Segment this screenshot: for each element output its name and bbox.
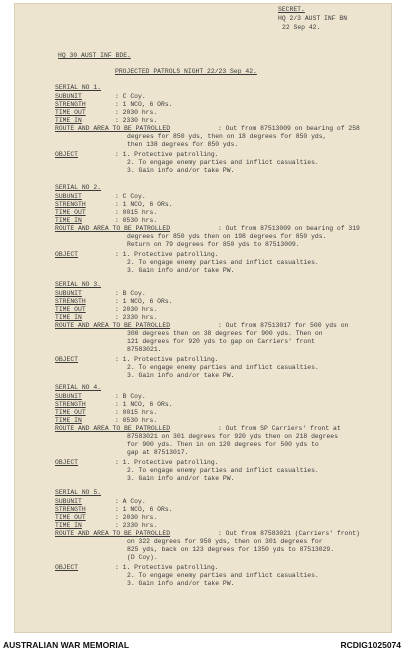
object-line: 2. To engage enemy parties and inflict casualties. <box>127 364 319 371</box>
time-in-label: TIME IN <box>55 117 82 124</box>
route-line: 825 yds, back on 123 degrees for 1350 yds to 87513029. <box>127 546 335 553</box>
route-line: Return on 79 degrees for 850 yds to 87513009. <box>127 241 300 248</box>
route-line: : Out from 87513009 on bearing of 319 <box>218 225 360 232</box>
subunit-label: SUBUNIT <box>55 498 82 505</box>
footer-record-id: RCDIG1025074 <box>340 640 401 650</box>
route-line: : Out from 87513017 for 500 yds on <box>218 322 349 329</box>
time-out-value: : 0015 hrs. <box>115 409 158 416</box>
route-line: : Out from 87513009 on bearing of 258 <box>218 125 360 132</box>
time-out-value: : 2030 hrs. <box>115 306 158 313</box>
object-label: OBJECT <box>55 251 79 258</box>
object-line: 2. To engage enemy parties and inflict casualties. <box>127 572 319 579</box>
route-label: ROUTE AND AREA TO BE PATROLLED <box>55 425 171 432</box>
route-line: : Out from SP Carriers' front at <box>218 425 341 432</box>
object-line: 3. Gain info and/or take PW. <box>127 167 235 174</box>
time-out-label: TIME OUT <box>55 209 86 216</box>
strength-label: STRENGTH <box>55 101 86 108</box>
route-line: : Out from 87583021 (Carriers' front) <box>218 530 360 537</box>
document-title: PROJECTED PATROLS NIGHT 22/23 Sep 42. <box>115 68 257 75</box>
time-out-label: TIME OUT <box>55 306 86 313</box>
subunit-value: : B Coy. <box>115 290 146 297</box>
route-line: then 138 degrees for 850 yds. <box>127 141 239 148</box>
object-line: : 1. Protective patrolling. <box>115 459 219 466</box>
time-out-label: TIME OUT <box>55 409 86 416</box>
object-label: OBJECT <box>55 459 79 466</box>
object-line: : 1. Protective patrolling. <box>115 356 219 363</box>
subunit-label: SUBUNIT <box>55 93 82 100</box>
route-line: 87583021. <box>127 346 162 353</box>
time-in-value: : 0530 hrs. <box>115 217 158 224</box>
object-line: 3. Gain info and/or take PW. <box>127 580 235 587</box>
strength-value: : 1 NCO, 6 ORs. <box>115 506 173 513</box>
strength-label: STRENGTH <box>55 201 86 208</box>
serial-number: SERIAL NO 1. <box>55 84 102 91</box>
object-label: OBJECT <box>55 564 79 571</box>
serial-number: SERIAL NO 4. <box>55 384 102 391</box>
subunit-label: SUBUNIT <box>55 290 82 297</box>
object-line: : 1. Protective patrolling. <box>115 251 219 258</box>
secret-stamp: SECRET. <box>278 6 305 13</box>
unit-heading: HQ 30 AUST INF BDE. <box>58 52 131 59</box>
time-in-value: : 2330 hrs. <box>115 314 158 321</box>
object-label: OBJECT <box>55 151 79 158</box>
object-label: OBJECT <box>55 356 79 363</box>
footer-archive: AUSTRALIAN WAR MEMORIAL <box>3 640 130 650</box>
object-line: 3. Gain info and/or take PW. <box>127 267 235 274</box>
route-line: 121 degrees for 920 yds to gap on Carriers' front <box>127 338 315 345</box>
serial-number: SERIAL NO 5. <box>55 489 102 496</box>
object-line: : 1. Protective patrolling. <box>115 151 219 158</box>
route-line: 300 degrees then on 38 degrees for 900 yds. Then on <box>127 330 323 337</box>
strength-value: : 1 NCO, 6 ORs. <box>115 298 173 305</box>
subunit-value: : A Coy. <box>115 498 146 505</box>
time-out-value: : 2030 hrs. <box>115 109 158 116</box>
strength-label: STRENGTH <box>55 401 86 408</box>
route-line: degrees for 850 yds then on 198 degrees for 850 yds. <box>127 233 327 240</box>
route-line: for 900 yds. Then in on 120 degrees for 500 yds to <box>127 441 319 448</box>
route-line: on 322 degrees for 950 yds, then on 301 degrees for <box>127 538 323 545</box>
time-out-value: : 0015 hrs. <box>115 209 158 216</box>
subunit-label: SUBUNIT <box>55 193 82 200</box>
route-label: ROUTE AND AREA TO BE PATROLLED <box>55 322 171 329</box>
object-line: 3. Gain info and/or take PW. <box>127 372 235 379</box>
header-hq: HQ 2/3 AUST INF BN <box>278 15 348 22</box>
object-line: 2. To engage enemy parties and inflict casualties. <box>127 159 319 166</box>
route-line: degrees for 850 yds, then on 18 degrees for 850 yds, <box>127 133 327 140</box>
time-out-label: TIME OUT <box>55 514 86 521</box>
header-date: 22 Sep 42. <box>282 24 321 31</box>
subunit-value: : C Coy. <box>115 193 146 200</box>
time-in-value: : 0530 hrs. <box>115 417 158 424</box>
route-label: ROUTE AND AREA TO BE PATROLLED <box>55 225 171 232</box>
subunit-value: : B Coy. <box>115 393 146 400</box>
object-line: 2. To engage enemy parties and inflict casualties. <box>127 467 319 474</box>
route-label: ROUTE AND AREA TO BE PATROLLED <box>55 530 171 537</box>
time-out-label: TIME OUT <box>55 109 86 116</box>
route-line: 87583021 on 301 degrees for 920 yds then on 218 degrees <box>127 433 338 440</box>
strength-value: : 1 NCO, 6 ORs. <box>115 101 173 108</box>
strength-value: : 1 NCO, 6 ORs. <box>115 401 173 408</box>
strength-label: STRENGTH <box>55 298 86 305</box>
route-label: ROUTE AND AREA TO BE PATROLLED <box>55 125 171 132</box>
time-in-value: : 2330 hrs. <box>115 522 158 529</box>
subunit-value: : C Coy. <box>115 93 146 100</box>
serial-number: SERIAL NO 3. <box>55 281 102 288</box>
route-line: gap at 87513017. <box>127 449 189 456</box>
object-line: 2. To engage enemy parties and inflict casualties. <box>127 259 319 266</box>
route-line: (D Coy). <box>127 554 158 561</box>
time-in-value: : 2330 hrs. <box>115 117 158 124</box>
time-in-label: TIME IN <box>55 417 82 424</box>
strength-label: STRENGTH <box>55 506 86 513</box>
object-line: : 1. Protective patrolling. <box>115 564 219 571</box>
strength-value: : 1 NCO, 6 ORs. <box>115 201 173 208</box>
time-in-label: TIME IN <box>55 314 82 321</box>
time-out-value: : 2030 hrs. <box>115 514 158 521</box>
subunit-label: SUBUNIT <box>55 393 82 400</box>
time-in-label: TIME IN <box>55 217 82 224</box>
object-line: 3. Gain info and/or take PW. <box>127 475 235 482</box>
footer-bar <box>0 637 405 654</box>
time-in-label: TIME IN <box>55 522 82 529</box>
serial-number: SERIAL NO 2. <box>55 184 102 191</box>
